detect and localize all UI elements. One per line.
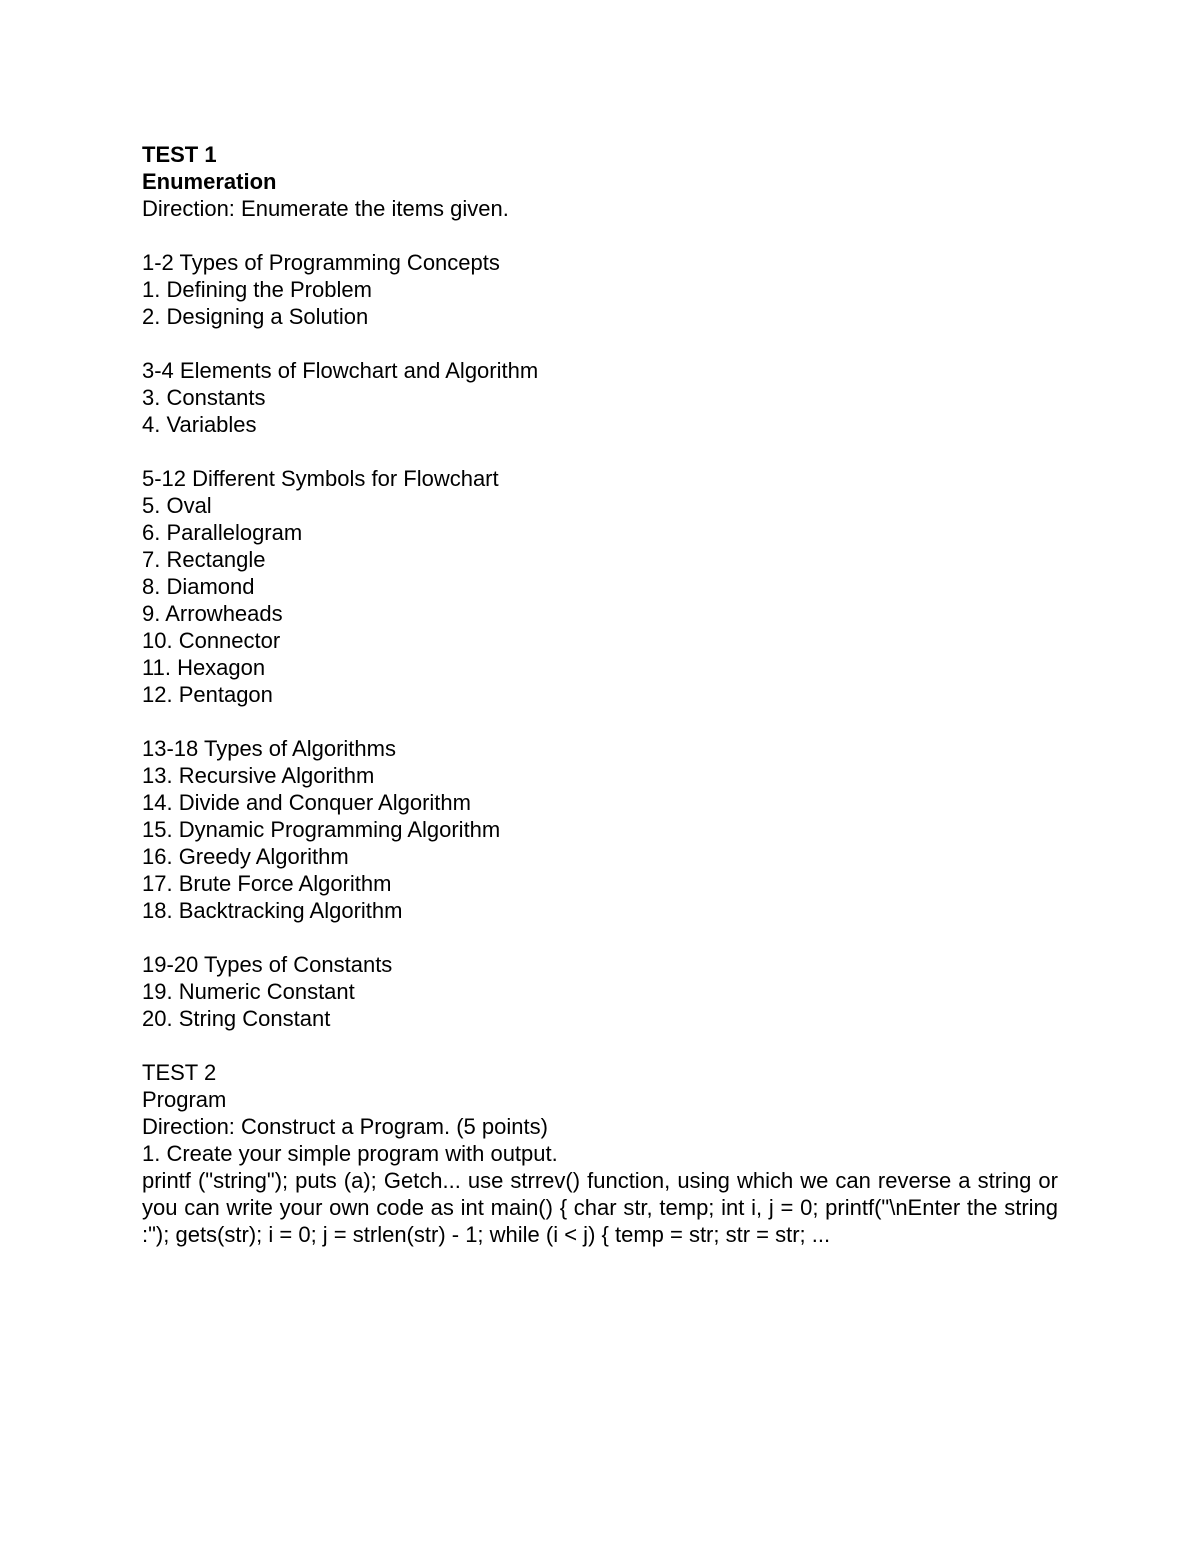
enumeration-group-5: [142, 951, 1058, 1032]
spacer: [142, 1032, 1058, 1059]
list-item: 6. Parallelogram: [142, 520, 303, 545]
list-item: 9. Arrowheads: [142, 601, 283, 626]
list-item: 3. Constants: [142, 385, 266, 410]
list-item: 1. Defining the Problem: [142, 277, 372, 302]
test1-subtitle: Enumeration: [142, 169, 277, 194]
test2-direction: Direction: Construct a Program. (5 points): [142, 1114, 548, 1139]
enumeration-group-3: [142, 465, 1058, 708]
list-item: 13. Recursive Algorithm: [142, 763, 375, 788]
spacer: [142, 924, 1058, 951]
test1-title: TEST 1: [142, 142, 217, 167]
test2-title: TEST 2: [142, 1060, 217, 1085]
list-item: 20. String Constant: [142, 1006, 331, 1031]
list-item: 7. Rectangle: [142, 547, 266, 572]
list-item: 11. Hexagon: [142, 655, 266, 680]
test2-subtitle: Program: [142, 1087, 227, 1112]
spacer: [142, 222, 1058, 249]
list-item: 4. Variables: [142, 412, 257, 437]
list-item: 14. Divide and Conquer Algorithm: [142, 790, 471, 815]
group-heading: 13-18 Types of Algorithms: [142, 736, 396, 761]
test2-paragraph: printf ("string"); puts (a); Getch... use strrev() function, using which we can reverse a string or you can write your own code as int main() { char str, temp; int i, j = 0; printf("\nEnter the string :"); gets(str); i = 0; j = strlen(str) - 1; while (i < j) { temp = str; str = str; ...: [142, 1168, 1058, 1247]
list-item: 5. Oval: [142, 493, 212, 518]
group-heading: 3-4 Elements of Flowchart and Algorithm: [142, 358, 539, 383]
spacer: [142, 330, 1058, 357]
document-page: [142, 141, 1058, 1248]
test1-direction: Direction: Enumerate the items given.: [142, 196, 509, 221]
group-heading: 19-20 Types of Constants: [142, 952, 393, 977]
group-heading: 1-2 Types of Programming Concepts: [142, 250, 500, 275]
list-item: 12. Pentagon: [142, 682, 273, 707]
list-item: 10. Connector: [142, 628, 281, 653]
list-item: 18. Backtracking Algorithm: [142, 898, 403, 923]
enumeration-group-4: [142, 735, 1058, 924]
list-item: 16. Greedy Algorithm: [142, 844, 349, 869]
test2-item-1: 1. Create your simple program with output.: [142, 1141, 558, 1166]
spacer: [142, 708, 1058, 735]
list-item: 17. Brute Force Algorithm: [142, 871, 392, 896]
spacer: [142, 438, 1058, 465]
list-item: 19. Numeric Constant: [142, 979, 355, 1004]
list-item: 8. Diamond: [142, 574, 255, 599]
enumeration-group-1: [142, 249, 1058, 330]
list-item: 2. Designing a Solution: [142, 304, 369, 329]
enumeration-group-2: [142, 357, 1058, 438]
list-item: 15. Dynamic Programming Algorithm: [142, 817, 501, 842]
group-heading: 5-12 Different Symbols for Flowchart: [142, 466, 499, 491]
